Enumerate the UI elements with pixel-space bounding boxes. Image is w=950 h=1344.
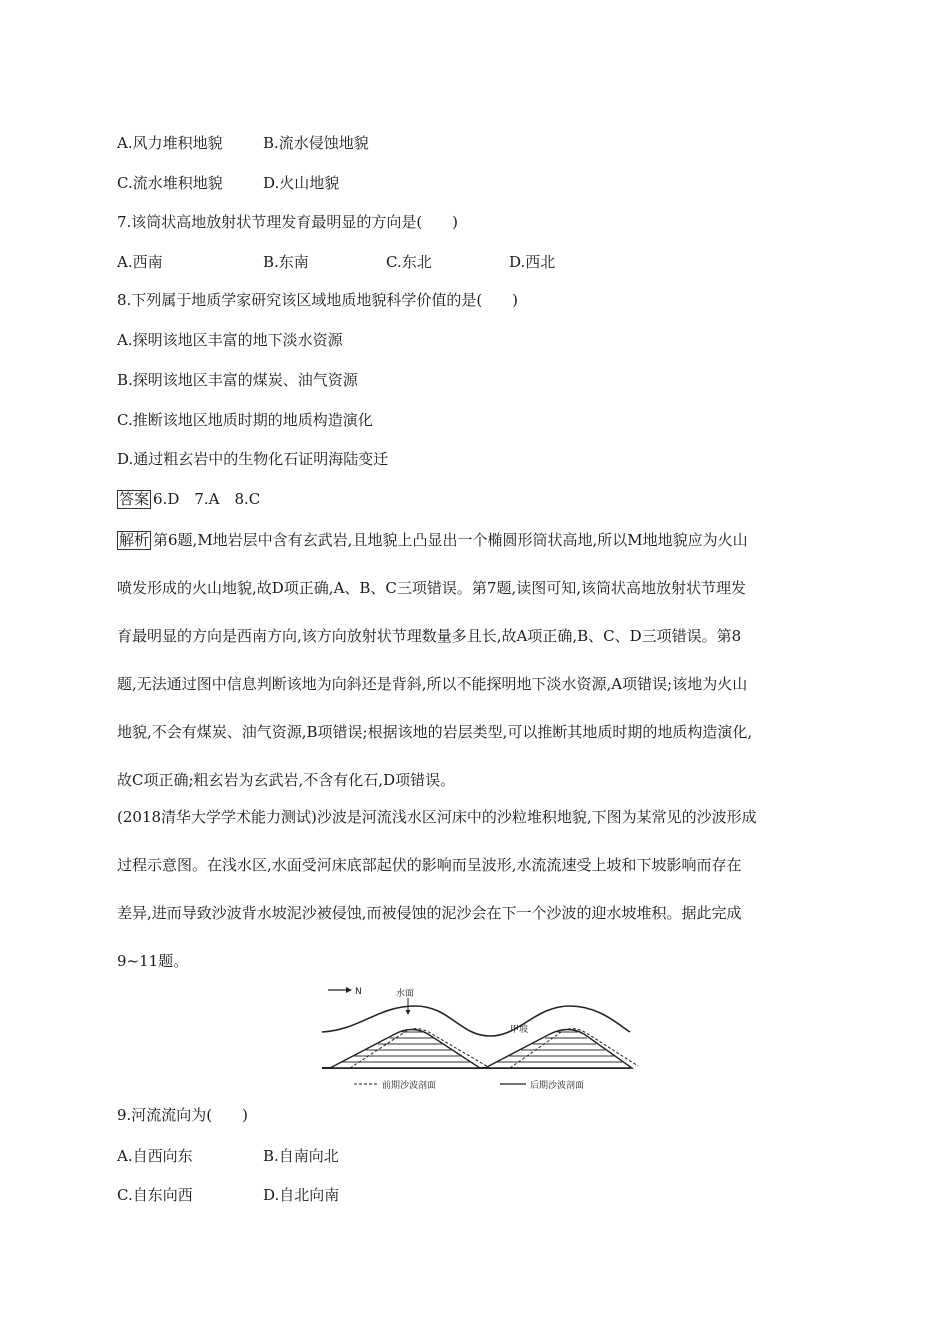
- q8-option-b: B.探明该地区丰富的煤炭、油气资源: [117, 371, 358, 389]
- sand-wave-diagram: [320, 976, 640, 1096]
- sand-wave-1: [330, 1030, 480, 1069]
- sand-wave-2: [485, 1030, 632, 1069]
- q8-option-a: A.探明该地区丰富的地下淡水资源: [117, 331, 343, 349]
- legend-solid-label: 后期沙波剖面: [530, 1081, 585, 1091]
- q6-option-c: C.流水堆积地貌: [117, 174, 223, 192]
- q7-option-c: C.东北: [386, 253, 432, 271]
- q9-option-c: C.自东向西: [117, 1186, 193, 1204]
- answer-text: 6.D 7.A 8.C: [153, 490, 261, 508]
- north-arrow-head-icon: [346, 987, 352, 993]
- q9-option-a: A.自西向东: [117, 1147, 193, 1165]
- q9-stem: 9.河流流向为( ): [117, 1106, 249, 1124]
- q9-option-b: B.自南向北: [263, 1147, 339, 1165]
- answer-tag: 答案: [119, 490, 150, 508]
- analysis-line-1: 解析 第6题,M地岩层中含有玄武岩,且地貌上凸显出一个椭圆形筒状高地,所以M地地貌应为火山: [119, 531, 748, 549]
- intro-line-2: 过程示意图。在浅水区,水面受河床底部起伏的影响而呈波形,水流流速受上坡和下坡影响而存在: [117, 856, 742, 874]
- q9-option-d: D.自北向南: [263, 1186, 340, 1204]
- water-surface-label: 水面: [396, 989, 415, 999]
- q8-option-d: D.通过粗玄岩中的生物化石证明海陆变迁: [117, 450, 389, 468]
- q8-option-c: C.推断该地区地质时期的地质构造演化: [117, 411, 373, 429]
- q7-option-a: A.西南: [117, 253, 163, 271]
- q7-option-d: D.西北: [509, 253, 556, 271]
- q7-option-b: B.东南: [263, 253, 309, 271]
- analysis-line-5: 地貌,不会有煤炭、油气资源,B项错误;根据该地的岩层类型,可以推断其地质时期的地质构造演化,: [117, 723, 753, 741]
- analysis-line-2: 喷发形成的火山地貌,故D项正确,A、B、C三项错误。第7题,读图可知,该筒状高地放射状节理发: [117, 579, 746, 597]
- q6-option-b: B.流水侵蚀地貌: [263, 134, 369, 152]
- q6-option-a: A.风力堆积地貌: [117, 134, 223, 152]
- intro-line-4: 9~11题。: [117, 952, 189, 970]
- answer-line: [117, 489, 260, 509]
- analysis-line-6: 故C项正确;粗玄岩为玄武岩,不含有化石,D项错误。: [117, 771, 456, 789]
- slope-jia-label: 甲坡: [510, 1025, 529, 1035]
- analysis-line-4: 题,无法通过图中信息判断该地为向斜还是背斜,所以不能探明地下淡水资源,A项错误;该地为火山: [117, 675, 748, 693]
- q7-stem: 7.该筒状高地放射状节理发育最明显的方向是( ): [117, 213, 459, 231]
- q8-stem: 8.下列属于地质学家研究该区域地质地貌科学价值的是( ): [117, 291, 519, 309]
- legend-dashed-label: 前期沙波剖面: [382, 1081, 437, 1091]
- intro-line-1: (2018清华大学学术能力测试)沙波是河流浅水区河床中的沙粒堆积地貌,下图为某常见的沙波形成: [117, 808, 757, 826]
- water-surface-arrow-icon: [406, 1010, 411, 1015]
- analysis-tag: 解析: [119, 531, 150, 549]
- analysis-line-3: 育最明显的方向是西南方向,该方向放射状节理数量多且长,故A项正确,B、C、D三项错误。第8: [117, 627, 742, 645]
- intro-line-3: 差异,进而导致沙波背水坡泥沙被侵蚀,而被侵蚀的泥沙会在下一个沙波的迎水坡堆积。据此完成: [117, 904, 742, 922]
- north-label: N: [355, 987, 362, 997]
- q6-option-d: D.火山地貌: [263, 174, 340, 192]
